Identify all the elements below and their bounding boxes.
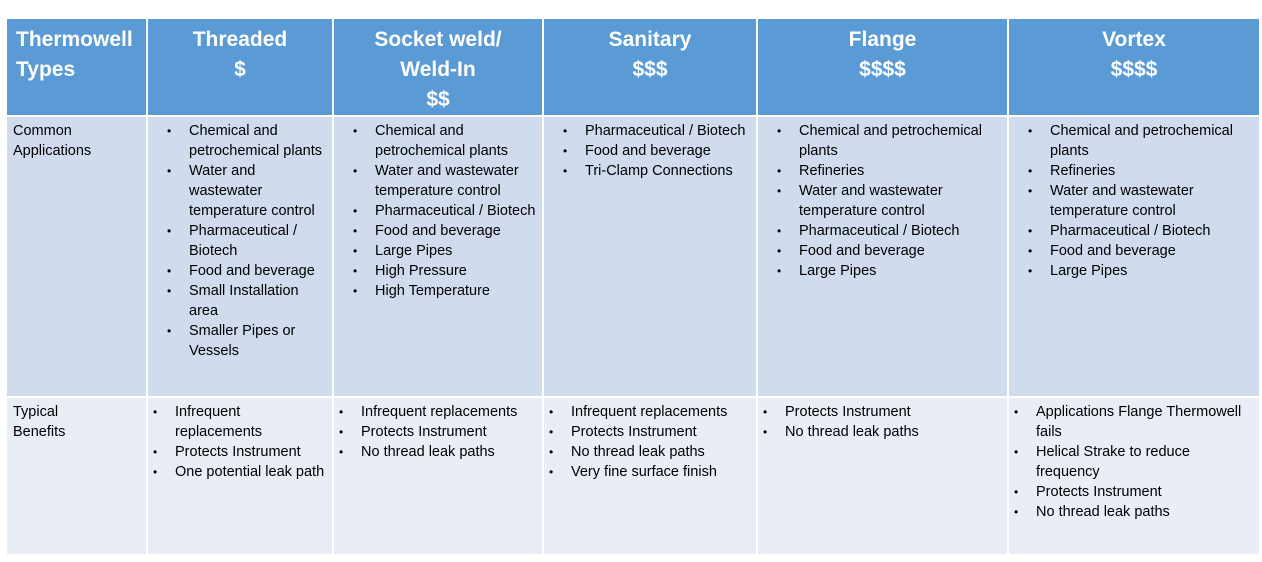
list-item: • No thread leak paths [361,442,536,462]
list-item: • Refineries [799,161,1001,181]
header-name: Flange [848,28,917,51]
list-item: • Water and wastewater temperature control [799,181,1001,221]
list-item: • Protects Instrument [785,402,1001,422]
list-item: • Food and beverage [189,261,326,281]
applications-list [340,121,536,301]
row-label-line1: Common [13,123,72,139]
list-item: • Large Pipes [799,261,1001,281]
header-price: $$$$ [859,58,906,81]
benefits-list [1015,402,1253,522]
list-item: • Smaller Pipes or Vessels [189,321,326,361]
list-item: • Infrequent replacements [571,402,750,422]
list-item: • Water and wastewater temperature control [375,161,536,201]
header-name: Vortex [1102,28,1166,51]
benefits-list [340,402,536,462]
list-item: • Pharmaceutical / Biotech [189,221,326,261]
benefits-socket-weld-cell [333,397,543,555]
benefits-list [550,402,750,482]
header-name-line2: Weld-In [400,58,476,81]
list-item: • Food and beverage [1050,241,1253,261]
benefits-flange-cell [757,397,1008,555]
benefits-list [154,402,326,482]
header-vortex [1008,18,1260,116]
list-item: • Protects Instrument [361,422,536,442]
applications-vortex-cell [1008,116,1260,397]
row-label-line1: Typical [13,404,59,420]
list-item: • Pharmaceutical / Biotech [799,221,1001,241]
header-price: $ [234,58,246,81]
header-name: Threaded [192,28,288,51]
applications-row [6,116,1260,397]
benefits-row [6,397,1260,555]
row-label-benefits [6,397,147,555]
list-item: • Infrequent replacements [361,402,536,422]
thermowell-comparison-table [5,17,1261,556]
header-flange [757,18,1008,116]
list-item: • Applications Flange Thermowell fails [1036,402,1253,442]
benefits-list [764,402,1001,442]
list-item: • Small Installation area [189,281,326,321]
list-item: • Chemical and petrochemical plants [799,121,1001,161]
header-name: Socket weld/ [374,28,502,51]
benefits-sanitary-cell [543,397,757,555]
header-title-line2: Types [16,58,76,81]
list-item: • Infrequent replacements [175,402,326,442]
list-item: • Large Pipes [1050,261,1253,281]
header-title-line1: Thermowell [16,28,133,51]
list-item: • Pharmaceutical / Biotech [375,201,536,221]
applications-threaded-cell [147,116,333,397]
list-item: • Pharmaceutical / Biotech [585,121,750,141]
list-item: • Chemical and petrochemical plants [375,121,536,161]
applications-list [764,121,1001,281]
row-label-line2: Benefits [13,424,66,440]
applications-list [154,121,326,361]
list-item: • Food and beverage [799,241,1001,261]
list-item: • Food and beverage [375,221,536,241]
applications-flange-cell [757,116,1008,397]
list-item: • Water and wastewater temperature control [1050,181,1253,221]
header-price: $$ [426,88,450,111]
row-label-line2: Applications [13,143,92,159]
list-item: • Protects Instrument [571,422,750,442]
applications-list [1015,121,1253,281]
applications-socket-weld-cell [333,116,543,397]
list-item: • Helical Strake to reduce frequency [1036,442,1253,482]
benefits-vortex-cell [1008,397,1260,555]
list-item: • High Temperature [375,281,536,301]
list-item: • Pharmaceutical / Biotech [1050,221,1253,241]
header-price: $$$$ [1110,58,1158,81]
list-item: • Protects Instrument [175,442,326,462]
list-item: • High Pressure [375,261,536,281]
list-item: • Large Pipes [375,241,536,261]
list-item: • Food and beverage [585,141,750,161]
list-item: • No thread leak paths [1036,502,1253,522]
list-item: • No thread leak paths [571,442,750,462]
list-item: • Tri-Clamp Connections [585,161,750,181]
benefits-threaded-cell [147,397,333,555]
header-threaded [147,18,333,116]
list-item: • One potential leak path [175,462,326,482]
row-label-applications [6,116,147,397]
header-thermowell-types [6,18,147,116]
header-row [6,18,1260,116]
applications-list [550,121,750,181]
list-item: • Protects Instrument [1036,482,1253,502]
applications-sanitary-cell [543,116,757,397]
header-sanitary [543,18,757,116]
header-socket-weld [333,18,543,116]
list-item: • No thread leak paths [785,422,1001,442]
header-price: $$$ [632,58,668,81]
list-item: • Very fine surface finish [571,462,750,482]
list-item: • Chemical and petrochemical plants [189,121,326,161]
header-name: Sanitary [608,28,692,51]
list-item: • Chemical and petrochemical plants [1050,121,1253,161]
list-item: • Water and wastewater temperature control [189,161,326,221]
list-item: • Refineries [1050,161,1253,181]
